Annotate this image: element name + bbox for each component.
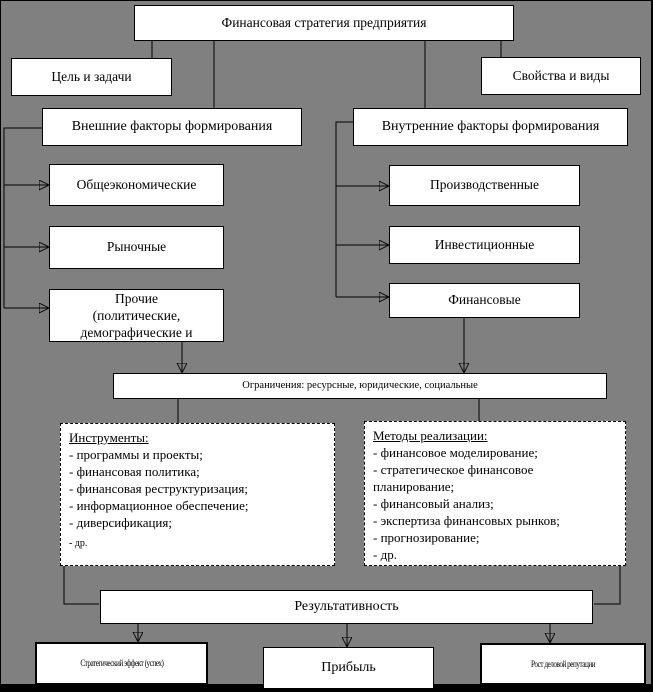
node-market: Рыночные <box>49 226 224 269</box>
node-result: Результативность <box>100 590 593 624</box>
list-line: (политические, <box>92 308 181 323</box>
node-constraints: Ограничения: ресурсные, юридические, социальные <box>113 373 607 399</box>
list-line: Прочие <box>115 291 158 306</box>
node-production: Производственные <box>389 165 580 206</box>
list-line: - финансовая реструктуризация; <box>69 481 248 496</box>
methods-list <box>373 444 617 563</box>
list-line: - прогнозирование; <box>373 530 480 545</box>
node-financial: Финансовые <box>389 283 580 318</box>
tools-footnote: - др. <box>69 538 88 549</box>
strategic-effect-label: Стратегический эффект (успех) <box>79 658 163 669</box>
node-properties-and-types: Свойства и виды <box>481 57 641 95</box>
list-line: - информационное обеспечение; <box>69 498 249 513</box>
node-reputation-growth <box>480 643 646 685</box>
node-investment: Инвестиционные <box>389 226 580 264</box>
list-line: - экспертиза финансовых рынков; <box>373 513 560 528</box>
list-line: - др. <box>373 547 397 562</box>
connector-lines <box>1 1 653 692</box>
node-methods <box>364 421 626 566</box>
node-strategic-effect <box>35 642 208 685</box>
list-line: - финансовый анализ; <box>373 496 494 511</box>
reputation-growth-label: Рост деловой репутации <box>530 658 596 669</box>
node-external-factors: Внешние факторы формирования <box>42 108 302 146</box>
tools-list <box>69 446 326 531</box>
list-line: демографические и <box>80 325 193 340</box>
list-line: - стратегическое финансовое планирование; <box>373 462 534 494</box>
node-internal-factors: Внутренние факторы формирования <box>353 108 628 146</box>
node-profit: Прибыль <box>263 647 434 689</box>
node-goals-and-tasks: Цель и задачи <box>11 58 172 96</box>
tools-title: Инструменты: <box>69 430 149 445</box>
node-other-factors <box>49 289 224 342</box>
methods-title: Методы реализации: <box>373 428 488 443</box>
node-tools <box>60 423 335 566</box>
node-financial-strategy: Финансовая стратегия предприятия <box>134 5 514 41</box>
list-line: - программы и проекты; <box>69 447 203 462</box>
list-line: - финансовое моделирование; <box>373 445 538 460</box>
list-line: - финансовая политика; <box>69 464 200 479</box>
list-line: - диверсификация; <box>69 515 172 530</box>
node-general-economic: Общеэкономические <box>49 164 224 206</box>
